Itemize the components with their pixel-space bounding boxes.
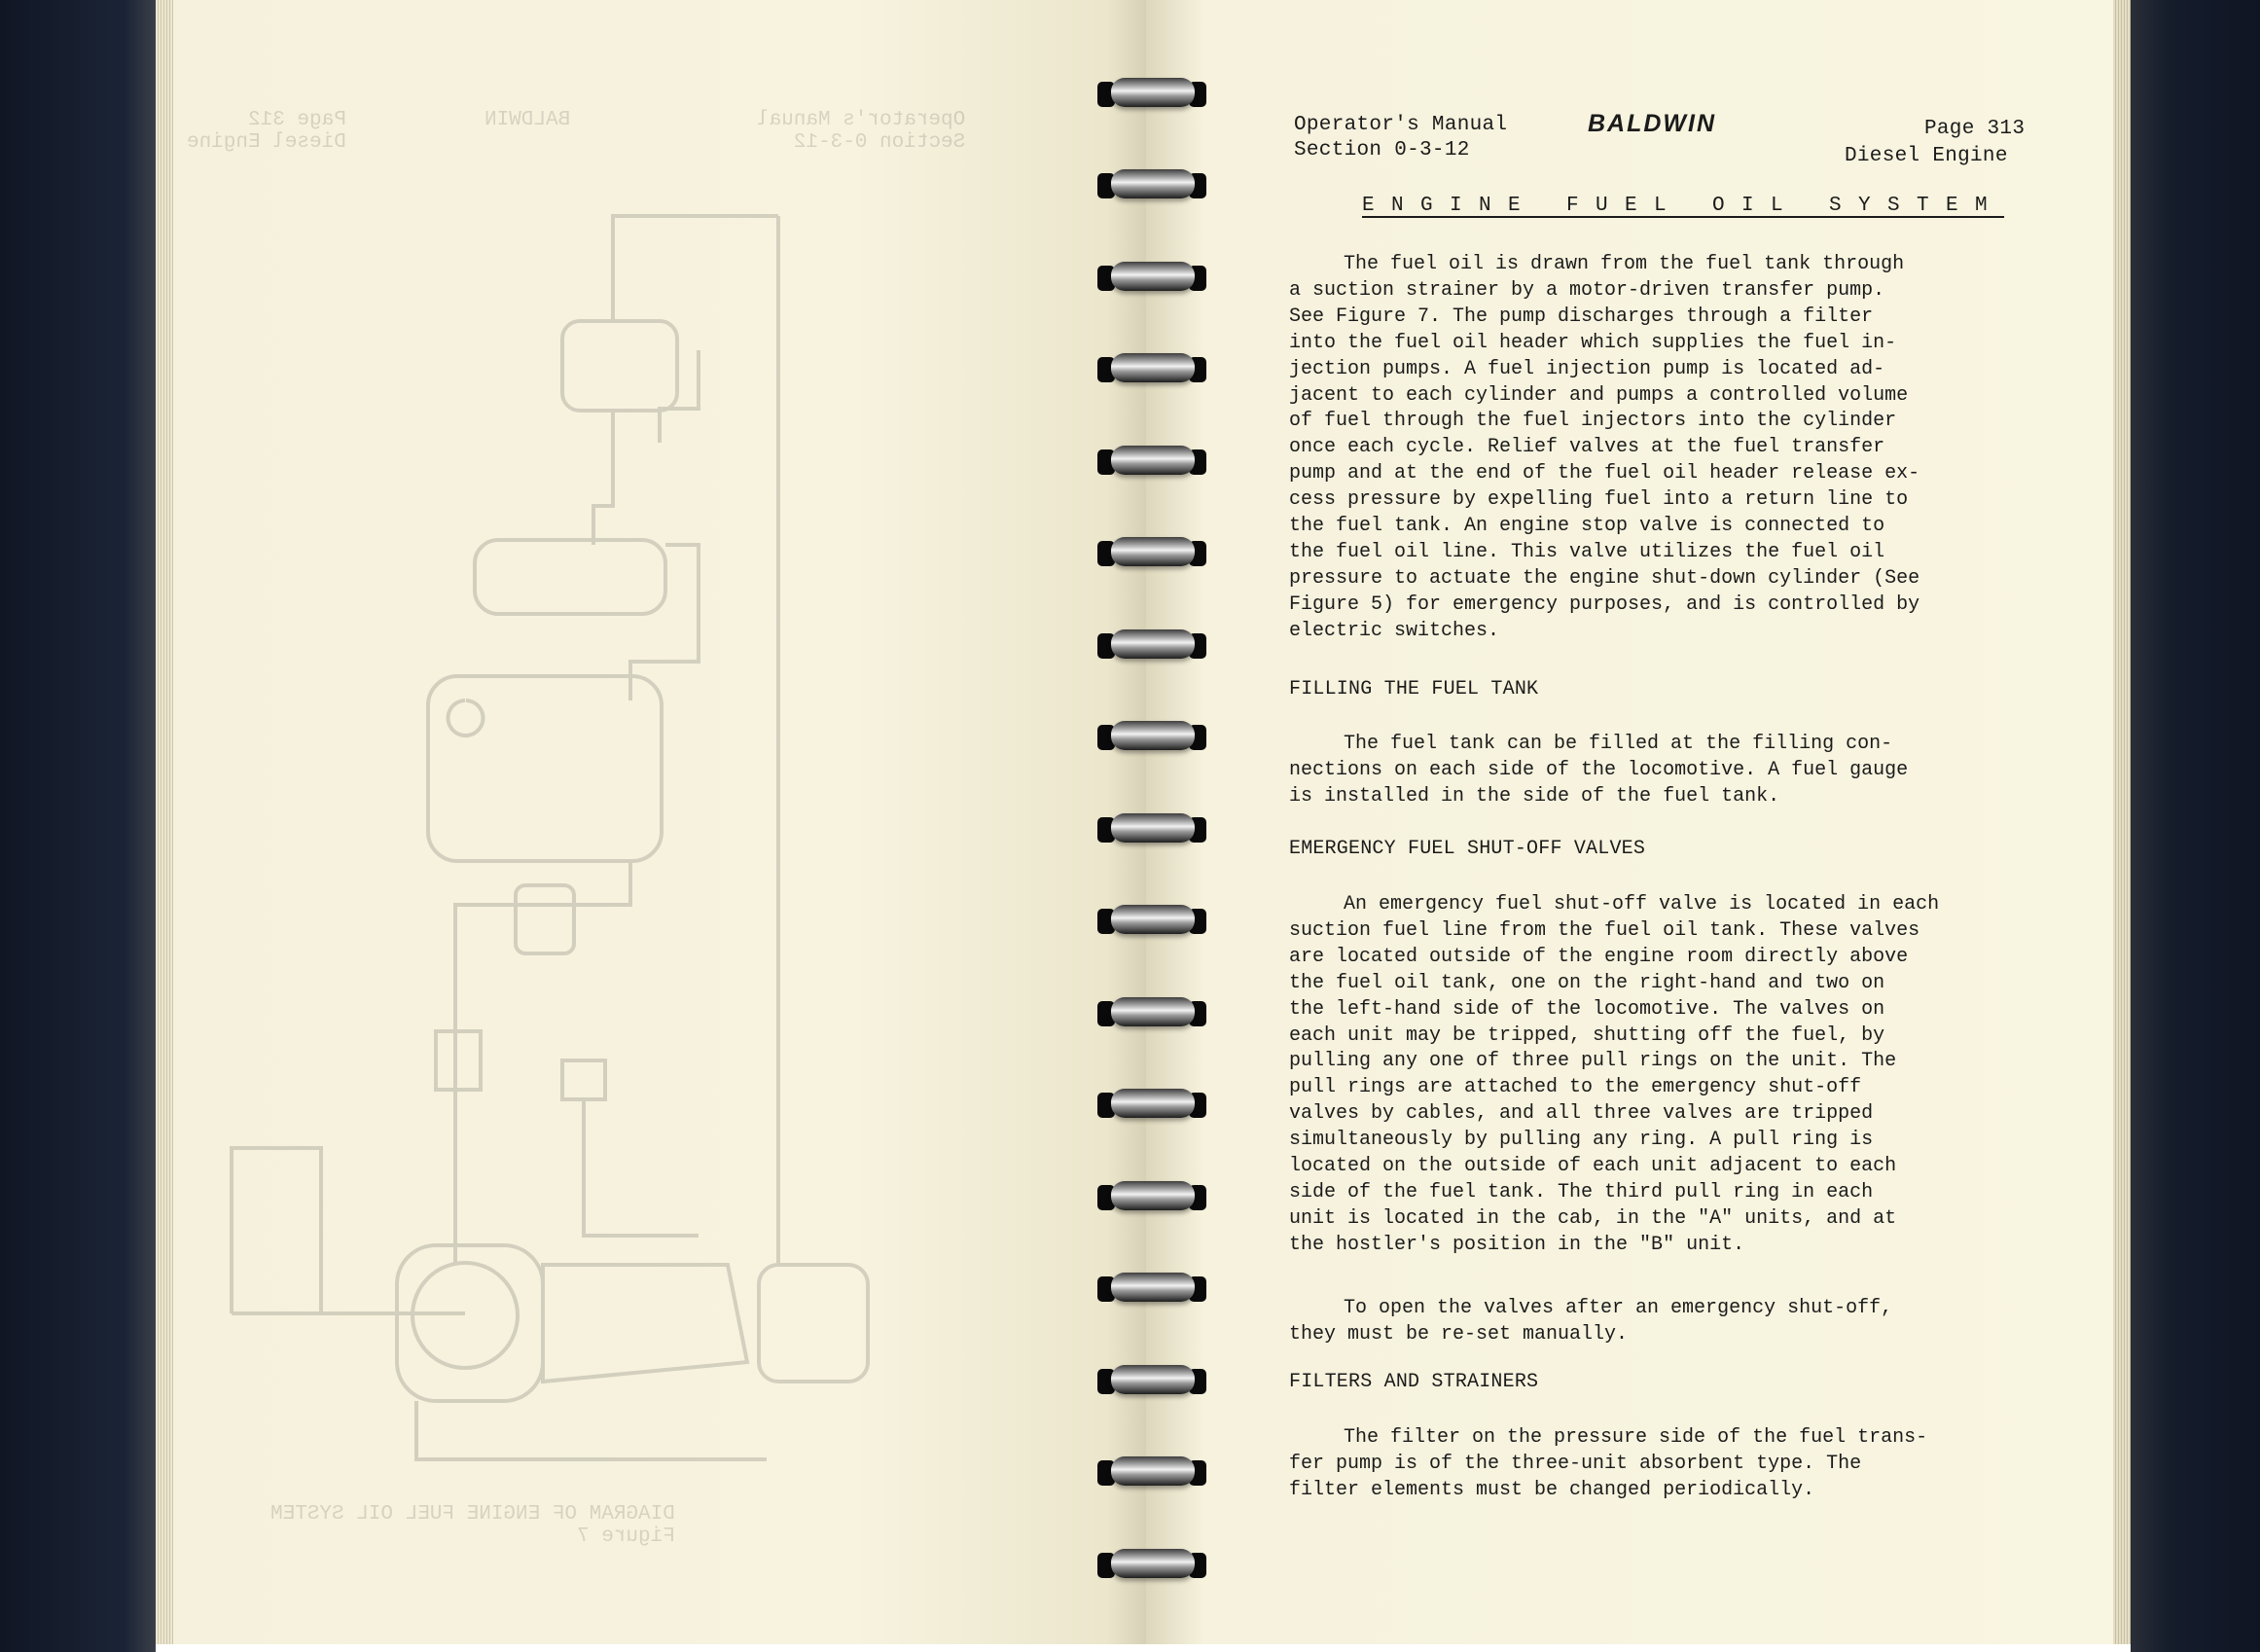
spiral-coil — [1097, 1175, 1206, 1218]
show-through-diagram: Page 312 Diesel Engine BALDWIN Operator's Manual Section 0-3-12 DIAGRAM OF ENGINE FUEL OIL SYSTEM Figure 7 — [187, 109, 966, 1548]
background-left — [0, 0, 156, 1652]
intro-paragraph: The fuel oil is drawn from the fuel tank through a suction strainer by a motor-driven transfer pump. See Figure 7. The pump discharges through a filter into the fuel oil header which supplies the fuel in- jection pumps. A fuel injection pump is located ad- jacent to each cylinder and pumps a controlled volume of fuel through the fuel injectors into the cylinder once each cycle. Relief valves at the fuel transfer pump and at the end of the fuel oil header release ex- cess pressure by expelling fuel into a return line to the fuel tank. An engine stop valve is connected to the fuel oil line. This valve utilizes the fuel oil pressure to actuate the engine shut-down cylinder (See Figure 5) for emergency purposes, and is controlled by electric switches. — [1289, 253, 1920, 642]
filling-paragraph: The fuel tank can be filled at the filling con- nections on each side of the locomotive. A fuel gauge is installed in the side of the fuel tank. — [1289, 733, 1909, 808]
background-right — [2131, 0, 2260, 1652]
page-edges-left — [156, 0, 173, 1644]
document-content — [1284, 0, 2063, 1644]
section-heading-emergency: EMERGENCY FUEL SHUT-OFF VALVES — [1289, 838, 1646, 860]
spiral-coil — [1097, 1543, 1206, 1586]
section-heading-filters: FILTERS AND STRAINERS — [1289, 1371, 1539, 1393]
spiral-coil — [1097, 1083, 1206, 1126]
spiral-coil — [1097, 347, 1206, 390]
spiral-coil — [1097, 808, 1206, 850]
spiral-coil — [1097, 72, 1206, 115]
filters-paragraph: The filter on the pressure side of the fuel trans- fer pump is of the three-unit absorbent type. The filter elements must be changed periodically. — [1289, 1426, 1928, 1501]
spiral-coil — [1097, 256, 1206, 299]
spiral-coil — [1097, 163, 1206, 206]
page-subject: Diesel Engine — [1845, 145, 2008, 167]
spiral-coil — [1097, 899, 1206, 942]
spiral-coil — [1097, 1359, 1206, 1402]
spiral-coil — [1097, 440, 1206, 483]
manual-title: Operator's Manual — [1294, 114, 1508, 136]
page-edges-right — [2113, 0, 2131, 1644]
brand-name: BALDWIN — [1588, 110, 1717, 137]
left-page — [173, 0, 1146, 1644]
spiral-coil — [1097, 1451, 1206, 1493]
page-number: Page 313 — [1924, 118, 2026, 140]
spiral-binding — [1090, 0, 1216, 1644]
spiral-coil — [1097, 715, 1206, 758]
page-title: ENGINE FUEL OIL SYSTEM — [1362, 195, 2005, 217]
reset-paragraph: To open the valves after an emergency shut-off, they must be re-set manually. — [1289, 1297, 1893, 1346]
spiral-coil — [1097, 624, 1206, 666]
section-number: Section 0-3-12 — [1294, 139, 1470, 162]
emergency-paragraph: An emergency fuel shut-off valve is located in each suction fuel line from the fuel oil tank. These valves are located outside of the engine room directly above the fuel oil tank, one on the right-hand and two on the left-hand side of the locomotive. The valves on each unit may be tripped, shutting off the fuel, by pulling any one of three pull rings on the unit. The pull rings are attached to the emergency shut-off valves by cables, and all three valves are tripped simultaneously by pulling any ring. A pull ring is located on the outside of each unit adjacent to each side of the fuel tank. The third pull ring in each unit is located in the cab, in the "A" units, and at the hostler's position in the "B" unit. — [1289, 893, 1940, 1256]
spiral-coil — [1097, 531, 1206, 574]
spiral-coil — [1097, 1267, 1206, 1310]
spiral-coil — [1097, 991, 1206, 1034]
section-heading-filling: FILLING THE FUEL TANK — [1289, 678, 1539, 700]
